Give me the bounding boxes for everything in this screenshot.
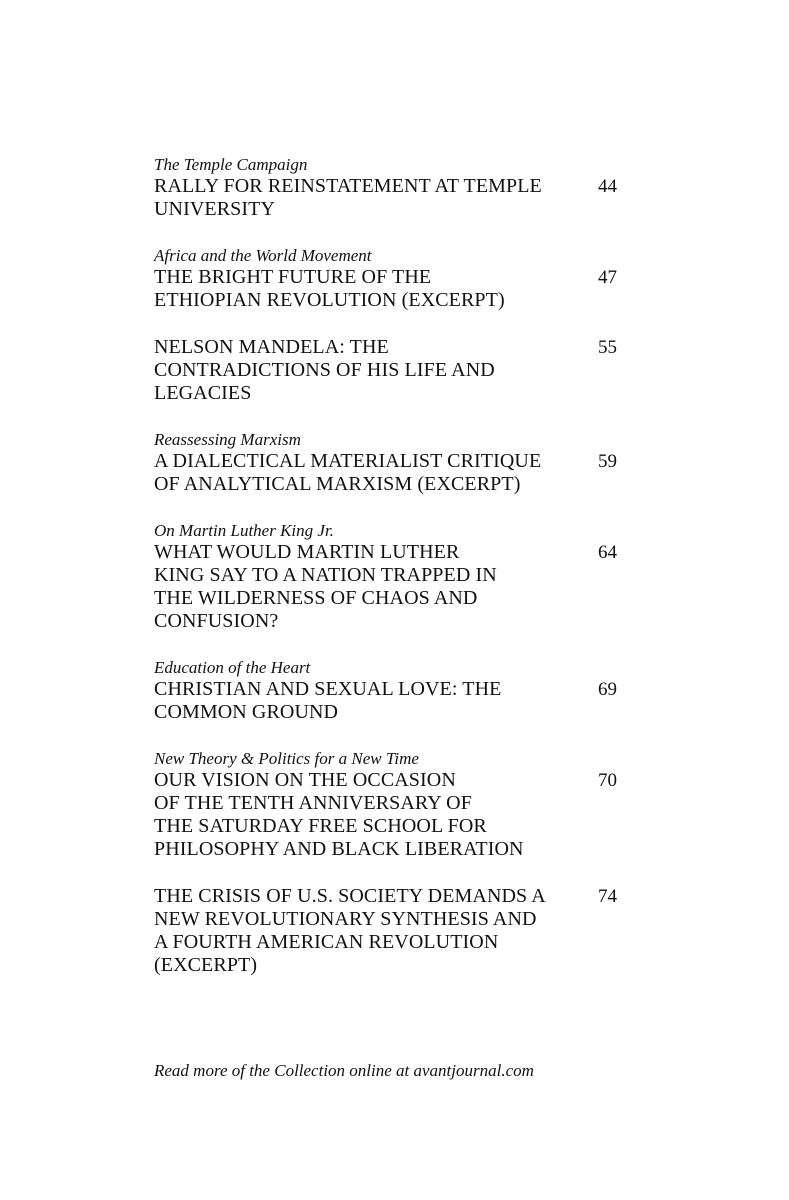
entry-title (154, 885, 574, 977)
table-of-contents (154, 154, 624, 1001)
entry-title-line: THE WILDERNESS OF CHAOS AND (154, 587, 478, 609)
page-number: 74 (598, 886, 617, 907)
page-number: 64 (598, 542, 617, 563)
entry-title-line: KING SAY TO A NATION TRAPPED IN (154, 564, 497, 586)
entry-title-line: THE SATURDAY FREE SCHOOL FOR (154, 815, 487, 837)
entry-row (154, 678, 624, 724)
section-label: Education of the Heart (154, 658, 311, 677)
toc-entry (154, 336, 624, 405)
entry-title-line: A FOURTH AMERICAN REVOLUTION (154, 931, 499, 953)
entry-title-line: (EXCERPT) (154, 954, 258, 976)
toc-entry (154, 657, 624, 724)
entry-title-line: CONFUSION? (154, 610, 279, 632)
entry-title-line: LEGACIES (154, 382, 252, 404)
section-label: New Theory & Politics for a New Time (154, 749, 419, 768)
page-number: 47 (598, 267, 617, 288)
entry-title-line: WHAT WOULD MARTIN LUTHER (154, 541, 460, 563)
entry-title-line: UNIVERSITY (154, 198, 275, 220)
entry-row (154, 175, 624, 221)
section-label: On Martin Luther King Jr. (154, 521, 334, 540)
section-label: Reassessing Marxism (154, 430, 301, 449)
entry-title-line: OF THE TENTH ANNIVERSARY OF (154, 792, 472, 814)
page-number: 69 (598, 679, 617, 700)
entry-row (154, 769, 624, 861)
entry-title (154, 450, 574, 496)
toc-entry (154, 245, 624, 312)
entry-title-line: ETHIOPIAN REVOLUTION (EXCERPT) (154, 289, 505, 311)
entry-row (154, 450, 624, 496)
entry-title-line: OUR VISION ON THE OCCASION (154, 769, 456, 791)
entry-row (154, 336, 624, 405)
entry-title-line: CHRISTIAN AND SEXUAL LOVE: THE (154, 678, 502, 700)
entry-title-line: RALLY FOR REINSTATEMENT AT TEMPLE (154, 175, 542, 197)
toc-entry (154, 154, 624, 221)
entry-title (154, 769, 574, 861)
entry-title-line: A DIALECTICAL MATERIALIST CRITIQUE (154, 450, 542, 472)
toc-entry (154, 885, 624, 977)
page-number: 70 (598, 770, 617, 791)
entry-title (154, 266, 574, 312)
entry-title-line: CONTRADICTIONS OF HIS LIFE AND (154, 359, 495, 381)
entry-title-line: COMMON GROUND (154, 701, 339, 723)
entry-title (154, 541, 574, 633)
section-label: Africa and the World Movement (154, 246, 372, 265)
toc-entry (154, 520, 624, 633)
page-number: 59 (598, 451, 617, 472)
toc-entry (154, 429, 624, 496)
entry-title-line: NEW REVOLUTIONARY SYNTHESIS AND (154, 908, 537, 930)
entry-title (154, 175, 574, 221)
section-label: The Temple Campaign (154, 155, 308, 174)
entry-row (154, 266, 624, 312)
entry-row (154, 541, 624, 633)
page-number: 55 (598, 337, 617, 358)
entry-title-line: THE BRIGHT FUTURE OF THE (154, 266, 432, 288)
entry-title (154, 336, 574, 405)
entry-title-line: PHILOSOPHY AND BLACK LIBERATION (154, 838, 524, 860)
page-number: 44 (598, 176, 617, 197)
footer-note: Read more of the Collection online at avantjournal.com (154, 1061, 534, 1080)
entry-title-line: NELSON MANDELA: THE (154, 336, 389, 358)
entry-title-line: OF ANALYTICAL MARXISM (EXCERPT) (154, 473, 521, 495)
entry-title-line: THE CRISIS OF U.S. SOCIETY DEMANDS A (154, 885, 546, 907)
entry-row (154, 885, 624, 977)
entry-title (154, 678, 574, 724)
toc-entry (154, 748, 624, 861)
